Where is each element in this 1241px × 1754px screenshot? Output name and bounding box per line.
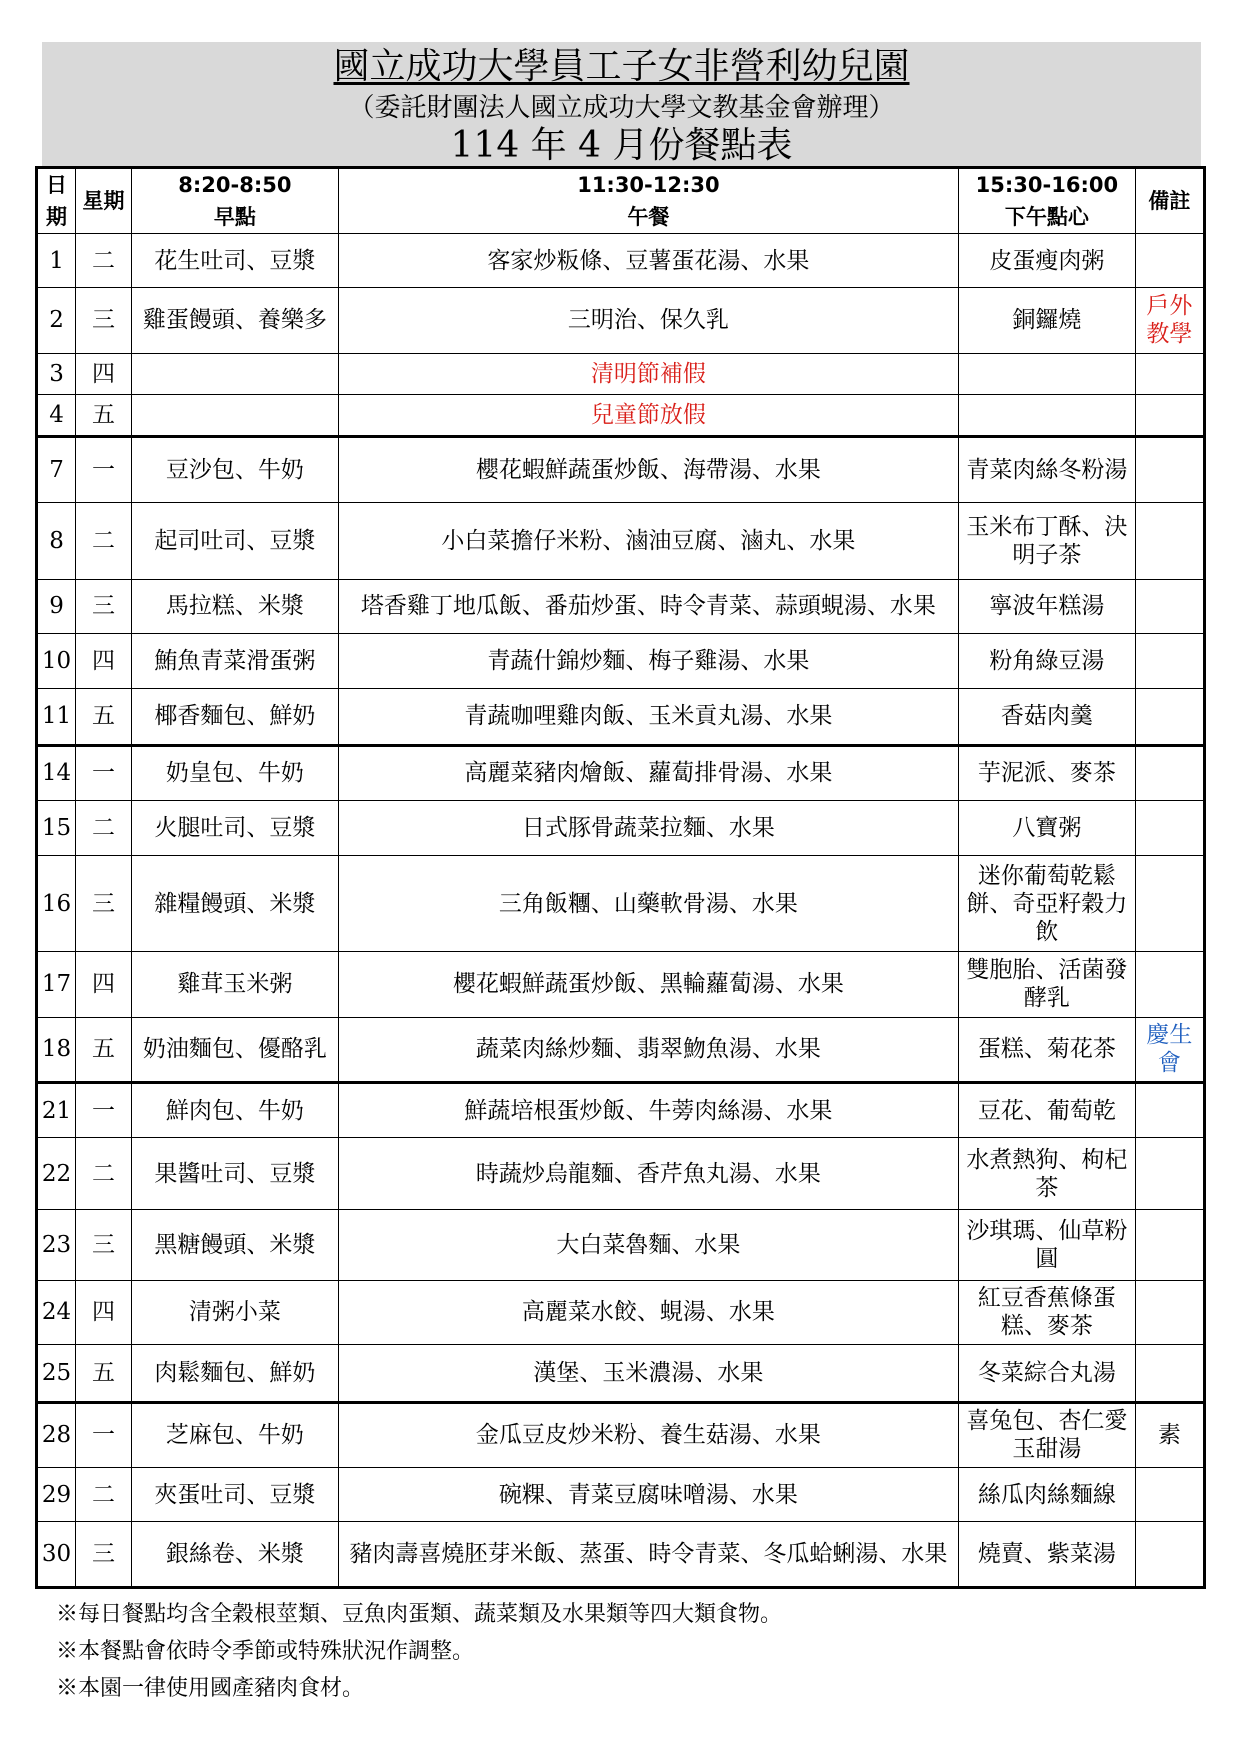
table-row <box>37 1209 1205 1280</box>
cell-snack: 燒賣、紫菜湯 <box>959 1522 1136 1588</box>
cell-snack: 水煮熱狗、枸杞茶 <box>959 1138 1136 1209</box>
cell-lunch: 高麗菜豬肉燴飯、蘿蔔排骨湯、水果 <box>338 745 958 800</box>
cell-snack: 銅鑼燒 <box>959 288 1136 353</box>
cell-weekday: 二 <box>76 234 132 288</box>
cell-snack: 迷你葡萄乾鬆餅、奇亞籽穀力飲 <box>959 856 1136 952</box>
cell-snack: 喜兔包、杏仁愛玉甜湯 <box>959 1402 1136 1467</box>
menu-table <box>35 166 1206 1589</box>
menu-body <box>37 234 1205 1588</box>
cell-lunch: 大白菜魯麵、水果 <box>338 1209 958 1280</box>
cell-breakfast <box>131 353 338 395</box>
header-banner <box>42 42 1201 166</box>
cell-date: 18 <box>37 1017 76 1082</box>
table-row <box>37 353 1205 395</box>
cell-weekday: 二 <box>76 1468 132 1522</box>
cell-lunch: 三角飯糰、山藥軟骨湯、水果 <box>338 856 958 952</box>
table-row <box>37 579 1205 633</box>
cell-breakfast: 奶皇包、牛奶 <box>131 745 338 800</box>
table-row <box>37 1468 1205 1522</box>
table-row <box>37 1522 1205 1588</box>
table-row <box>37 502 1205 579</box>
cell-snack <box>959 395 1136 437</box>
cell-breakfast <box>131 395 338 437</box>
cell-weekday: 五 <box>76 395 132 437</box>
table-row <box>37 1017 1205 1082</box>
cell-snack: 絲瓜肉絲麵線 <box>959 1468 1136 1522</box>
cell-lunch: 碗粿、青菜豆腐味噌湯、水果 <box>338 1468 958 1522</box>
cell-snack: 青菜肉絲冬粉湯 <box>959 437 1136 502</box>
cell-weekday: 一 <box>76 745 132 800</box>
cell-lunch: 兒童節放假 <box>338 395 958 437</box>
cell-lunch: 金瓜豆皮炒米粉、養生菇湯、水果 <box>338 1402 958 1467</box>
cell-weekday: 三 <box>76 1522 132 1588</box>
cell-note <box>1135 856 1204 952</box>
cell-date: 11 <box>37 689 76 745</box>
cell-note <box>1135 1522 1204 1588</box>
cell-date: 28 <box>37 1402 76 1467</box>
cell-weekday: 二 <box>76 800 132 855</box>
cell-lunch: 高麗菜水餃、蜆湯、水果 <box>338 1280 958 1344</box>
cell-breakfast: 肉鬆麵包、鮮奶 <box>131 1345 338 1403</box>
cell-weekday: 二 <box>76 502 132 579</box>
cell-lunch: 漢堡、玉米濃湯、水果 <box>338 1345 958 1403</box>
cell-note <box>1135 952 1204 1017</box>
cell-breakfast: 芝麻包、牛奶 <box>131 1402 338 1467</box>
cell-breakfast: 雞蛋饅頭、養樂多 <box>131 288 338 353</box>
col-header-date: 日期 <box>37 168 76 234</box>
cell-breakfast: 馬拉糕、米漿 <box>131 579 338 633</box>
cell-note: 慶生會 <box>1135 1017 1204 1082</box>
cell-note <box>1135 579 1204 633</box>
cell-weekday: 一 <box>76 1402 132 1467</box>
cell-weekday: 三 <box>76 579 132 633</box>
table-row <box>37 1345 1205 1403</box>
cell-breakfast: 奶油麵包、優酪乳 <box>131 1017 338 1082</box>
cell-snack: 芋泥派、麥茶 <box>959 745 1136 800</box>
cell-weekday: 一 <box>76 1083 132 1138</box>
cell-date: 21 <box>37 1083 76 1138</box>
table-row <box>37 1280 1205 1344</box>
cell-weekday: 五 <box>76 1017 132 1082</box>
cell-weekday: 四 <box>76 353 132 395</box>
cell-lunch: 鮮蔬培根蛋炒飯、牛蒡肉絲湯、水果 <box>338 1083 958 1138</box>
cell-note <box>1135 353 1204 395</box>
cell-breakfast: 雞茸玉米粥 <box>131 952 338 1017</box>
cell-breakfast: 花生吐司、豆漿 <box>131 234 338 288</box>
cell-lunch: 客家炒粄條、豆薯蛋花湯、水果 <box>338 234 958 288</box>
cell-weekday: 四 <box>76 1280 132 1344</box>
cell-breakfast: 果醬吐司、豆漿 <box>131 1138 338 1209</box>
table-row <box>37 288 1205 353</box>
cell-date: 23 <box>37 1209 76 1280</box>
cell-snack: 玉米布丁酥、決明子茶 <box>959 502 1136 579</box>
cell-snack: 沙琪瑪、仙草粉圓 <box>959 1209 1136 1280</box>
cell-date: 22 <box>37 1138 76 1209</box>
cell-lunch: 日式豚骨蔬菜拉麵、水果 <box>338 800 958 855</box>
cell-lunch: 時蔬炒烏龍麵、香芹魚丸湯、水果 <box>338 1138 958 1209</box>
cell-date: 8 <box>37 502 76 579</box>
cell-lunch: 三明治、保久乳 <box>338 288 958 353</box>
cell-note <box>1135 1083 1204 1138</box>
col-header-breakfast: 8:20-8:50 早點 <box>131 168 338 234</box>
cell-date: 2 <box>37 288 76 353</box>
cell-date: 1 <box>37 234 76 288</box>
cell-note <box>1135 633 1204 688</box>
cell-snack: 豆花、葡萄乾 <box>959 1083 1136 1138</box>
table-row <box>37 952 1205 1017</box>
cell-breakfast: 椰香麵包、鮮奶 <box>131 689 338 745</box>
table-row <box>37 1402 1205 1467</box>
col-header-weekday: 星期 <box>76 168 132 234</box>
cell-breakfast: 雜糧饅頭、米漿 <box>131 856 338 952</box>
table-row <box>37 745 1205 800</box>
cell-snack <box>959 353 1136 395</box>
month-title: 114 年 4 月份餐點表 <box>450 125 793 166</box>
cell-weekday: 五 <box>76 1345 132 1403</box>
cell-snack: 粉角綠豆湯 <box>959 633 1136 688</box>
cell-note: 素 <box>1135 1402 1204 1467</box>
cell-date: 29 <box>37 1468 76 1522</box>
cell-note <box>1135 1345 1204 1403</box>
cell-snack: 香菇肉羹 <box>959 689 1136 745</box>
cell-lunch: 櫻花蝦鮮蔬蛋炒飯、海帶湯、水果 <box>338 437 958 502</box>
cell-breakfast: 銀絲卷、米漿 <box>131 1522 338 1588</box>
cell-breakfast: 黑糖饅頭、米漿 <box>131 1209 338 1280</box>
footnote: ※本園一律使用國產豬肉食材。 <box>56 1676 365 1701</box>
cell-weekday: 四 <box>76 952 132 1017</box>
cell-note <box>1135 437 1204 502</box>
footnotes <box>56 1596 1196 1707</box>
table-header-row <box>37 168 1205 234</box>
cell-breakfast: 豆沙包、牛奶 <box>131 437 338 502</box>
cell-snack: 皮蛋瘦肉粥 <box>959 234 1136 288</box>
cell-snack: 八寶粥 <box>959 800 1136 855</box>
cell-lunch: 櫻花蝦鮮蔬蛋炒飯、黑輪蘿蔔湯、水果 <box>338 952 958 1017</box>
cell-weekday: 一 <box>76 437 132 502</box>
col-header-snack: 15:30-16:00 下午點心 <box>959 168 1136 234</box>
table-row <box>37 1138 1205 1209</box>
cell-date: 25 <box>37 1345 76 1403</box>
cell-lunch: 青蔬咖哩雞肉飯、玉米貢丸湯、水果 <box>338 689 958 745</box>
col-header-note: 備註 <box>1135 168 1204 234</box>
cell-date: 4 <box>37 395 76 437</box>
cell-note <box>1135 689 1204 745</box>
cell-date: 15 <box>37 800 76 855</box>
cell-note: 戶外教學 <box>1135 288 1204 353</box>
table-row <box>37 395 1205 437</box>
footnote: ※每日餐點均含全穀根莖類、豆魚肉蛋類、蔬菜類及水果類等四大類食物。 <box>56 1602 783 1627</box>
cell-note <box>1135 395 1204 437</box>
cell-date: 3 <box>37 353 76 395</box>
cell-note <box>1135 1468 1204 1522</box>
cell-snack: 紅豆香蕉條蛋糕、麥茶 <box>959 1280 1136 1344</box>
table-row <box>37 1083 1205 1138</box>
cell-note <box>1135 502 1204 579</box>
cell-note <box>1135 1138 1204 1209</box>
cell-lunch: 清明節補假 <box>338 353 958 395</box>
page-title: 國立成功大學員工子女非營利幼兒園 <box>333 46 910 87</box>
table-row <box>37 633 1205 688</box>
cell-note <box>1135 1209 1204 1280</box>
cell-weekday: 三 <box>76 1209 132 1280</box>
cell-breakfast: 夾蛋吐司、豆漿 <box>131 1468 338 1522</box>
cell-weekday: 五 <box>76 689 132 745</box>
table-row <box>37 800 1205 855</box>
page-subtitle: （委託財團法人國立成功大學文教基金會辦理） <box>348 93 895 123</box>
cell-note <box>1135 1280 1204 1344</box>
cell-date: 17 <box>37 952 76 1017</box>
cell-date: 7 <box>37 437 76 502</box>
footnote: ※本餐點會依時令季節或特殊狀況作調整。 <box>56 1639 475 1664</box>
cell-weekday: 三 <box>76 288 132 353</box>
cell-breakfast: 起司吐司、豆漿 <box>131 502 338 579</box>
cell-lunch: 小白菜擔仔米粉、滷油豆腐、滷丸、水果 <box>338 502 958 579</box>
cell-lunch: 青蔬什錦炒麵、梅子雞湯、水果 <box>338 633 958 688</box>
cell-snack: 雙胞胎、活菌發酵乳 <box>959 952 1136 1017</box>
table-row <box>37 437 1205 502</box>
cell-snack: 冬菜綜合丸湯 <box>959 1345 1136 1403</box>
table-row <box>37 689 1205 745</box>
cell-note <box>1135 234 1204 288</box>
cell-date: 16 <box>37 856 76 952</box>
cell-date: 14 <box>37 745 76 800</box>
col-header-lunch: 11:30-12:30 午餐 <box>338 168 958 234</box>
cell-date: 10 <box>37 633 76 688</box>
cell-breakfast: 火腿吐司、豆漿 <box>131 800 338 855</box>
table-row <box>37 234 1205 288</box>
cell-snack: 蛋糕、菊花茶 <box>959 1017 1136 1082</box>
cell-lunch: 豬肉壽喜燒胚芽米飯、蒸蛋、時令青菜、冬瓜蛤蜊湯、水果 <box>338 1522 958 1588</box>
cell-lunch: 塔香雞丁地瓜飯、番茄炒蛋、時令青菜、蒜頭蜆湯、水果 <box>338 579 958 633</box>
table-row <box>37 856 1205 952</box>
cell-breakfast: 鮪魚青菜滑蛋粥 <box>131 633 338 688</box>
cell-breakfast: 清粥小菜 <box>131 1280 338 1344</box>
cell-weekday: 二 <box>76 1138 132 1209</box>
cell-weekday: 四 <box>76 633 132 688</box>
cell-lunch: 蔬菜肉絲炒麵、翡翠魩魚湯、水果 <box>338 1017 958 1082</box>
cell-snack: 寧波年糕湯 <box>959 579 1136 633</box>
cell-weekday: 三 <box>76 856 132 952</box>
cell-note <box>1135 800 1204 855</box>
cell-breakfast: 鮮肉包、牛奶 <box>131 1083 338 1138</box>
cell-date: 24 <box>37 1280 76 1344</box>
cell-date: 9 <box>37 579 76 633</box>
cell-date: 30 <box>37 1522 76 1588</box>
cell-note <box>1135 745 1204 800</box>
